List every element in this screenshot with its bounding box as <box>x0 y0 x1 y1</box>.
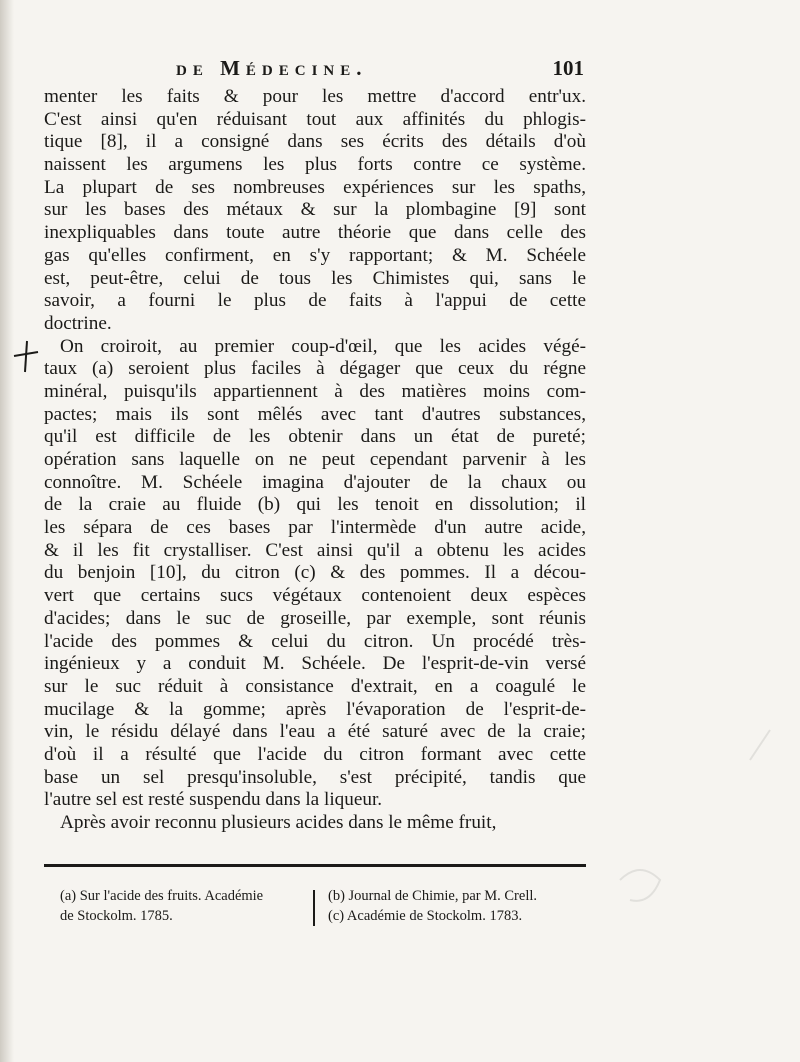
text-line: base un sel presqu'insoluble, s'est précipité, tandis que <box>44 766 586 788</box>
footnote-divider <box>313 890 315 926</box>
text-line: d'acides; dans le suc de groseille, par exemple, sont réunis <box>44 607 586 629</box>
text-line: sur les bases des métaux & sur la plombagine [9] sont <box>44 199 586 221</box>
footnote-column-left <box>60 886 310 926</box>
text-line: & il les fit crystalliser. C'est ainsi qu'il a obtenu les acides <box>44 539 586 561</box>
main-text <box>44 86 586 835</box>
text-line: l'acide des pommes & celui du citron. Un procédé très- <box>44 630 586 652</box>
text-line: La plupart de ses nombreuses expériences sur les spaths, <box>44 176 586 198</box>
text-line: les sépara de ces bases par l'intermède d'un autre acide, <box>44 517 586 539</box>
footnote-column-right <box>328 886 598 926</box>
text-line: taux (a) seroient plus faciles à dégager que ceux du régne <box>44 358 586 380</box>
text-line: Après avoir reconnu plusieurs acides dans le même fruit, <box>60 812 497 833</box>
text-line: ingénieux y a conduit M. Schéele. De l'esprit-de-vin versé <box>44 653 586 675</box>
text-line: vin, le résidu délayé dans l'eau a été saturé avec de la craie; <box>44 721 586 743</box>
text-line: inexpliquables dans toute autre théorie que dans celle des <box>44 222 586 244</box>
text-line: opération sans laquelle on ne peut cependant parvenir à les <box>44 449 586 470</box>
text-line: doctrine. <box>44 312 112 334</box>
text-line: l'autre sel est resté suspendu dans la liqueur. <box>44 789 383 811</box>
text-line: de la craie au fluide (b) qui les tenoit en dissolution; il <box>44 494 586 516</box>
footnote-a-line2: de Stockolm. 1785. <box>60 908 173 924</box>
text-line: mucilage & la gomme; après l'évaporation de l'esprit-de- <box>44 698 586 720</box>
text-line: pactes; mais ils sont mêlés avec tant d'autres substances, <box>44 403 586 425</box>
text-line: qu'il est difficile de les obtenir dans un état de pureté; <box>44 426 586 448</box>
text-line: savoir, a fourni le plus de faits à l'appui de cette <box>44 290 586 312</box>
bleed-through-marks <box>600 700 790 1020</box>
page-gutter-shadow <box>0 0 14 1062</box>
text-line: est, peut-être, celui de tous les Chimistes qui, sans le <box>44 267 586 289</box>
text-line: gas qu'elles confirment, en s'y rapportant; & M. Schéele <box>44 244 586 266</box>
text-line: minéral, puisqu'ils appartiennent à des matières moins com- <box>44 380 586 402</box>
running-head: de Médecine. <box>176 56 368 80</box>
page-header <box>44 56 584 86</box>
footnote-rule <box>44 864 586 867</box>
text-line: vert que certains sucs végétaux contenoient deux espèces <box>44 585 586 607</box>
footnote-b: (b) Journal de Chimie, par M. Crell. <box>328 888 537 904</box>
page-number: 101 <box>552 56 584 80</box>
text-line: connoître. M. Schéele imagina d'ajouter de la chaux ou <box>44 471 586 493</box>
text-line: sur le suc réduit à consistance d'extrait, en a coagulé le <box>44 675 586 697</box>
footnote-a-line1: (a) Sur l'acide des fruits. Académie <box>60 888 264 904</box>
text-line: C'est ainsi qu'en réduisant tout aux affinités du phlogis- <box>44 108 586 130</box>
footnote-c: (c) Académie de Stockolm. 1783. <box>328 908 523 924</box>
text-line: du benjoin [10], du citron (c) & des pommes. Il a décou- <box>44 562 586 584</box>
handwritten-cross-mark <box>10 338 40 374</box>
text-line: naissent les argumens les plus forts contre ce système. <box>44 154 586 176</box>
text-line: On croiroit, au premier coup-d'œil, que les acides végé- <box>60 335 586 357</box>
text-line: tique [8], il a consigné dans ses écrits des détails d'où <box>44 131 586 153</box>
text-line: d'où il a résulté que l'acide du citron formant avec cette <box>44 743 586 765</box>
text-line: menter les faits & pour les mettre d'accord entr'ux. <box>44 86 586 107</box>
